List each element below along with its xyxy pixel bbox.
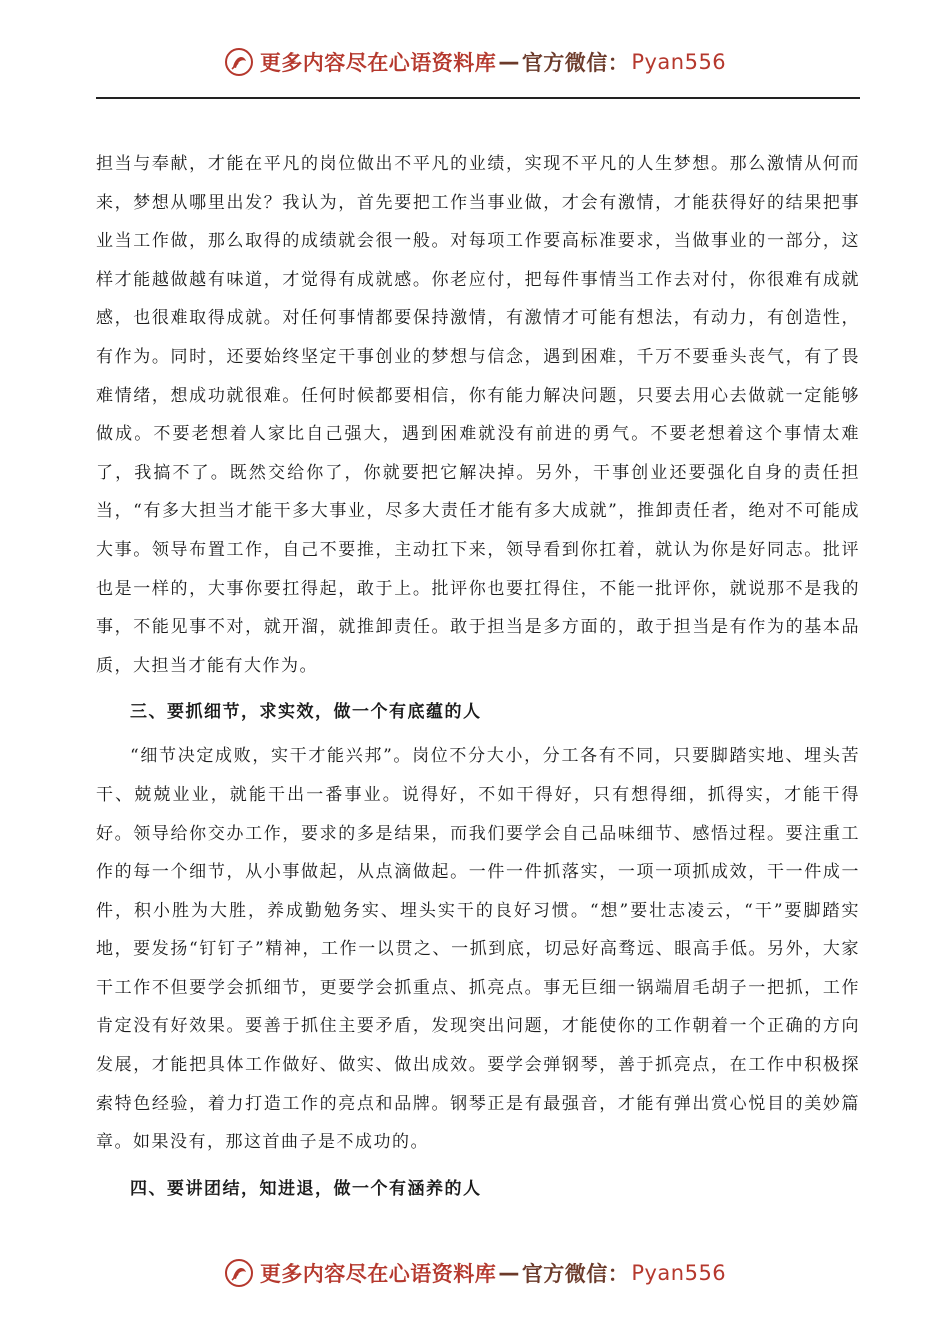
banner-official-label: 官方微信： <box>521 1262 630 1286</box>
section-heading-3: 三、要抓细节，求实效，做一个有底蕴的人 <box>130 702 482 723</box>
banner-official-label: 官方微信： <box>521 51 630 75</box>
paragraph-1: 担当与奉献，才能在平凡的岗位做出不平凡的业绩，实现不平凡的人生梦想。那么激情从何而来，梦想从哪里出发？我认为，首先要把工作当事业做，才会有激情，才能获得好的结果把事业当工作做，那么取得的成绩就会很一般。对每项工作要高标准要求，当做事业的一部分，这样才能越做越有味道，才觉得有成就感。你老应付，把每件事情当工作去对付，你很难有成就感，也很难取得成就。对任何事情都要保持激情，有激情才可能有想法，有动力，有创造性，有作为。同时，还要始终坚定干事创业的梦想与信念，遇到困难，千万不要垂头丧气，有了畏难情绪，想成功就很难。任何时候都要相信，你有能力解决问题，只要去用心去做就一定能够做成。不要老想着人家比自己强大，遇到困难就没有前进的勇气。不要老想着这个事情太难了，我搞不了。既然交给你了，你就要把它解决掉。另外，干事创业还要强化自身的责任担当，“有多大担当才能干多大事业，尽多大责任才能有多大成就”，推卸责任者，绝对不可能成大事。领导布置工作，自己不要推，主动扛下来，领导看到你扛着，就认为你是好同志。批评也是一样的，大事你要扛得起，敢于上。批评你也要扛得住，不能一批评你，就说那不是我的事，不能见事不对，就开溜，就推卸责任。敢于担当是多方面的，敢于担当是有作为的基本品质，大担当才能有大作为。 <box>96 154 860 676</box>
banner-wechat-id: Pyan556 <box>631 1261 727 1285</box>
footer-banner <box>0 1253 950 1293</box>
header-banner <box>0 42 950 82</box>
document-body <box>96 145 860 1214</box>
paragraph-2: “细节决定成败，实干才能兴邦”。岗位不分大小，分工各有不同，只要脚踏实地、埋头苦干、兢兢业业，就能干出一番事业。说得好，不如干得好，只有想得细，抓得实，才能干得好。领导给你交办工作，要求的多是结果，而我们要学会自己品味细节、感悟过程。要注重工作的每一个细节，从小事做起，从点滴做起。一件一件抓落实，一项一项抓成效，干一件成一件，积小胜为大胜，养成勤勉务实、埋头实干的良好习惯。“想”要壮志凌云，“干”要脚踏实地，要发扬“钉钉子”精神，工作一以贯之、一抓到底，切忌好高骛远、眼高手低。另外，大家干工作不但要学会抓细节，更要学会抓重点、抓亮点。事无巨细一锅端眉毛胡子一把抓，工作肯定没有好效果。要善于抓住主要矛盾，发现突出问题，才能使你的工作朝着一个正确的方向发展，才能把具体工作做好、做实、做出成效。要学会弹钢琴，善于抓亮点，在工作中积极探索特色经验，着力打造工作的亮点和品牌。钢琴正是有最强音，才能有弹出赏心悦目的美妙篇章。如果没有，那这首曲子是不成功的。 <box>96 746 860 1153</box>
banner-wechat-id: Pyan556 <box>631 50 727 74</box>
banner-dash: — <box>498 1261 520 1285</box>
logo-icon <box>224 47 254 77</box>
banner-brand-text: 更多内容尽在心语资料库 <box>259 1262 497 1286</box>
section-heading-4: 四、要讲团结，知进退，做一个有涵养的人 <box>130 1178 482 1199</box>
header-divider <box>96 97 860 99</box>
logo-icon <box>224 1258 254 1288</box>
banner-brand-text: 更多内容尽在心语资料库 <box>259 51 497 75</box>
banner-dash: — <box>498 50 520 74</box>
